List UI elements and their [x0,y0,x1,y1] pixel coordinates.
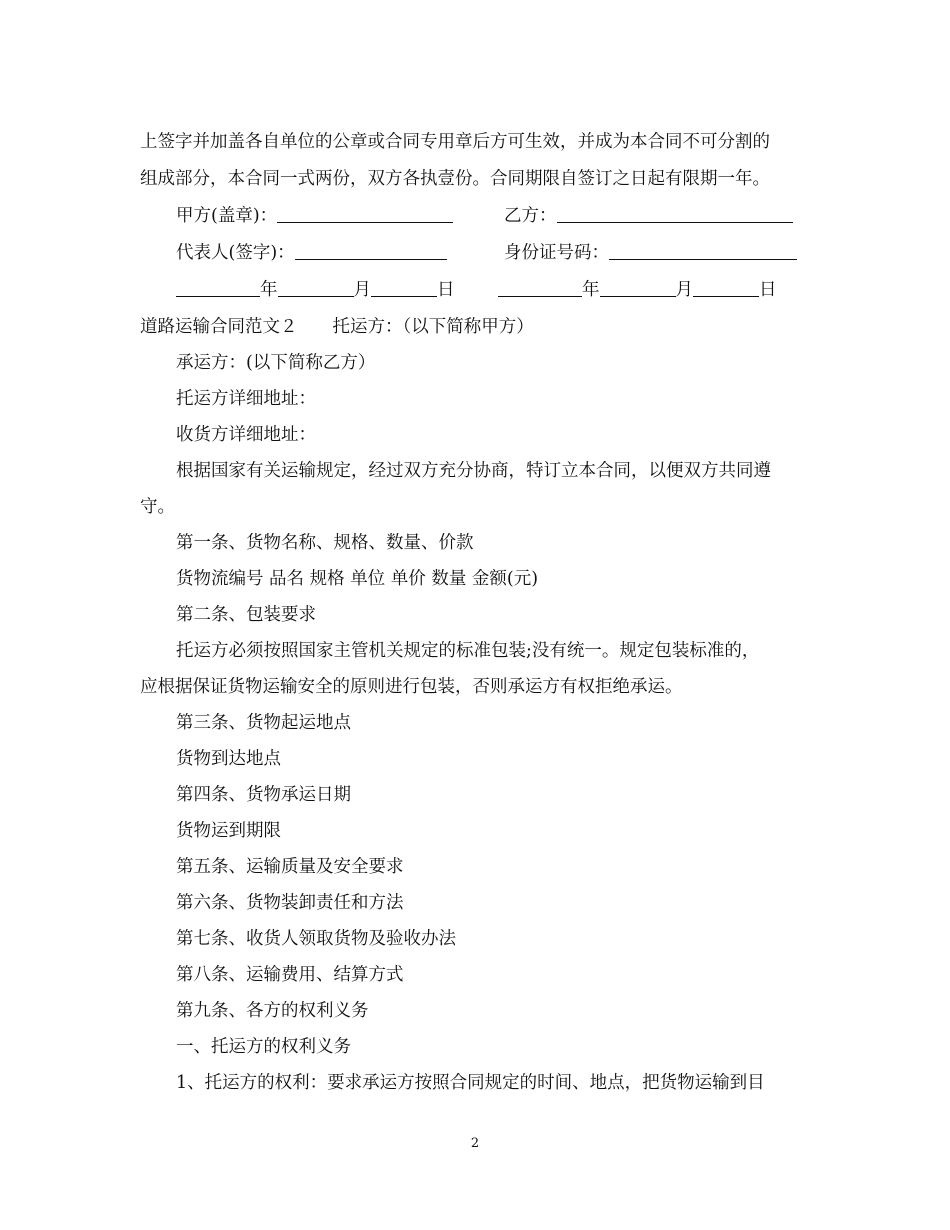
paragraph-line: 根据国家有关运输规定，经过双方充分协商，特订立本合同，以便双方共同遵 [176,461,771,481]
section-heading: 第八条、运输费用、结算方式 [176,965,404,985]
day-blank [371,280,437,297]
paragraph-line: 货物运到期限 [176,821,281,841]
section-heading: 第一条、货物名称、规格、数量、价款 [176,533,474,553]
paragraph-line: 承运方：(以下简称乙方） [176,353,376,373]
paragraph-line: 收货方详细地址： [176,425,316,445]
party-a-label: 甲方(盖章)： [176,206,278,226]
party-a-blank [277,206,453,223]
section-heading: 第七条、收货人领取货物及验收办法 [176,929,456,949]
party-b-field [504,204,793,228]
id-number-label: 身份证号码： [504,243,609,263]
paragraph-line: 应根据保证货物运输安全的原则进行包装，否则承运方有权拒绝承运。 [140,677,683,697]
party-b-label: 乙方： [504,206,557,226]
paragraph-line: 货物到达地点 [176,749,281,769]
paragraph-line: 1、托运方的权利：要求承运方按照合同规定的时间、地点，把货物运输到目 [176,1073,765,1093]
year-blank [176,280,260,297]
date-field-party-a [176,278,455,302]
page-number: 2 [470,1136,480,1151]
day-label: 日 [437,280,455,300]
paragraph-line: 托运方必须按照国家主管机关规定的标准包装;没有统一。规定包装标准的， [176,641,760,661]
section-heading: 第二条、包装要求 [176,605,316,625]
party-b-blank [557,206,793,223]
subsection-heading: 一、托运方的权利义务 [176,1037,351,1057]
party-a-field [176,204,453,228]
section-heading: 第三条、货物起运地点 [176,713,351,733]
day-blank [693,280,759,297]
date-field-party-b [498,278,777,302]
section-heading: 第六条、货物装卸责任和方法 [176,893,404,913]
month-label: 月 [675,280,693,300]
year-blank [498,280,582,297]
representative-field [176,241,447,265]
representative-blank [295,243,447,260]
representative-label: 代表人(签字)： [176,243,295,263]
month-blank [600,280,676,297]
section-heading: 第四条、货物承运日期 [176,785,351,805]
paragraph-line: 托运方详细地址： [176,389,316,409]
id-number-blank [609,243,797,260]
section-heading: 第五条、运输质量及安全要求 [176,857,404,877]
month-blank [278,280,354,297]
paragraph-line: 守。 [140,497,175,517]
section-heading: 第九条、各方的权利义务 [176,1001,369,1021]
year-label: 年 [582,280,600,300]
year-label: 年 [260,280,278,300]
paragraph-line: 组成部分，本合同一式两份，双方各执壹份。合同期限自签订之日起有限期一年。 [140,169,770,189]
paragraph-line: 货物流编号 品名 规格 单位 单价 数量 金额(元) [176,569,539,589]
month-label: 月 [353,280,371,300]
day-label: 日 [759,280,777,300]
id-number-field [504,241,797,265]
paragraph-line: 道路运输合同范文２ 托运方：（以下简称甲方） [140,317,534,337]
paragraph-line: 上签字并加盖各自单位的公章或合同专用章后方可生效，并成为本合同不可分割的 [140,132,770,152]
